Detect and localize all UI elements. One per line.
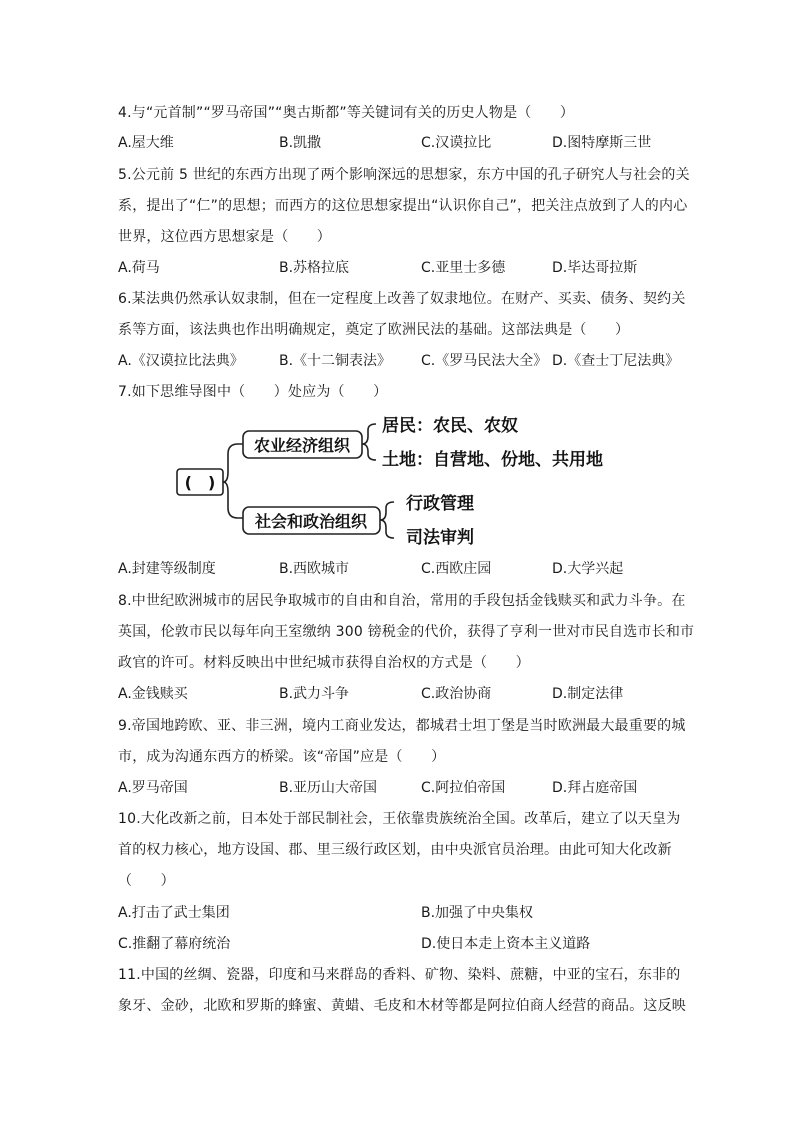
q10-option-a[interactable]: A.打击了武士集团: [118, 905, 230, 921]
question-7-stem: 7.如下思维导图中（ ）处应为（ ）: [118, 384, 388, 400]
q5-option-d[interactable]: D.毕达哥拉斯: [552, 260, 638, 276]
question-5-line-2: 系，提出了“仁”的思想；而西方的这位思想家提出“认识你自己”，把关注点放到了人的内心: [118, 198, 688, 214]
question-10-line-1: 10.大化改新之前，日本处于部民制社会，王依靠贵族统治全国。改革后，建立了以天皇为: [118, 811, 681, 827]
mind-map-root-label: ( ): [184, 473, 216, 492]
q6-option-b[interactable]: B.《十二铜表法》: [279, 353, 392, 369]
question-10-line-3: （ ）: [118, 873, 175, 889]
q9-option-c[interactable]: C.阿拉伯帝国: [421, 780, 506, 796]
q7-option-d[interactable]: D.大学兴起: [552, 561, 624, 577]
q10-option-c[interactable]: C.推翻了幕府统治: [118, 936, 231, 952]
q7-option-b[interactable]: B.西欧城市: [279, 561, 350, 577]
question-10-line-2: 首的权力核心，地方设国、郡、里三级行政区划，由中央派官员治理。由此可知大化改新: [118, 842, 672, 858]
q4-option-c[interactable]: C.汉谟拉比: [421, 135, 492, 151]
q5-option-b[interactable]: B.苏格拉底: [279, 260, 350, 276]
mind-map-branch-agriculture-label: 农业经济组织: [253, 436, 351, 455]
question-11-line-2: 象牙、金砂，北欧和罗斯的蜂蜜、黄蜡、毛皮和木材等都是阿拉伯商人经营的商品。这反映: [118, 998, 686, 1014]
q5-option-a[interactable]: A.荷马: [118, 260, 160, 276]
mind-map-diagram: [170, 408, 630, 548]
question-8-line-2: 英国，伦敦市民以每年向王室缴纳 300 镑税金的代价，获得了亨利一世对市民自选市长和市: [118, 624, 695, 640]
q4-option-b[interactable]: B.凯撒: [279, 135, 322, 151]
q6-option-a[interactable]: A.《汉谟拉比法典》: [118, 353, 244, 369]
q8-option-c[interactable]: C.政治协商: [421, 686, 492, 702]
mind-map-connector-lower: [223, 482, 243, 518]
question-8-line-1: 8.中世纪欧洲城市的居民争取城市的自由和自治，常用的手段包括金钱赎买和武力斗争。在: [118, 593, 686, 609]
q8-option-b[interactable]: B.武力斗争: [279, 686, 350, 702]
mind-map-leaf-judiciary: 司法审判: [406, 528, 474, 548]
q7-option-a[interactable]: A.封建等级制度: [118, 561, 216, 577]
q4-option-d[interactable]: D.图特摩斯三世: [552, 135, 652, 151]
q7-option-c[interactable]: C.西欧庄园: [421, 561, 492, 577]
q4-option-a[interactable]: A.屋大维: [118, 135, 174, 151]
q9-option-b[interactable]: B.亚历山大帝国: [279, 780, 378, 796]
q8-option-a[interactable]: A.金钱赎买: [118, 686, 188, 702]
q5-option-c[interactable]: C.亚里士多德: [421, 260, 506, 276]
mind-map-leaf-land: 土地：自营地、份地、共用地: [382, 450, 603, 470]
question-8-line-3: 政官的许可。材料反映出中世纪城市获得自治权的方式是（ ）: [118, 655, 530, 671]
q9-option-a[interactable]: A.罗马帝国: [118, 780, 188, 796]
q6-option-c[interactable]: C.《罗马民法大全》: [421, 353, 548, 369]
question-6-line-2: 系等方面，该法典也作出明确规定，奠定了欧洲民法的基础。这部法典是（ ）: [118, 322, 630, 338]
q10-option-b[interactable]: B.加强了中央集权: [421, 905, 534, 921]
question-5-line-1: 5.公元前 5 世纪的东西方出现了两个影响深远的思想家，东方中国的孔子研究人与社会的关: [118, 167, 690, 183]
mind-map-leaf-residents: 居民：农民、农奴: [382, 416, 518, 436]
question-11-line-1: 11.中国的丝绸、瓷器，印度和马来群岛的香料、矿物、染料、蔗糖，中亚的宝石，东非的: [118, 967, 681, 983]
mind-map-sub-connector-3: [380, 502, 394, 520]
mind-map-leaf-administration: 行政管理: [406, 494, 474, 514]
question-4-stem: 4.与“元首制”“罗马帝国”“奥古斯都”等关键词有关的历史人物是（ ）: [118, 105, 575, 121]
question-5-line-3: 世界，这位西方思想家是（ ）: [118, 229, 331, 245]
q9-option-d[interactable]: D.拜占庭帝国: [552, 780, 638, 796]
question-6-line-1: 6.某法典仍然承认奴隶制，但在一定程度上改善了奴隶地位。在财产、买卖、债务、契约关: [118, 291, 686, 307]
mind-map-sub-connector-2: [362, 444, 376, 460]
mind-map-sub-connector-1: [362, 424, 376, 444]
mind-map-connector-upper: [223, 444, 243, 482]
q6-option-d[interactable]: D.《查士丁尼法典》: [552, 353, 680, 369]
question-9-line-1: 9.帝国地跨欧、亚、非三洲，境内工商业发达，都城君士坦丁堡是当时欧洲最大最重要的城: [118, 718, 686, 734]
question-9-line-2: 市，成为沟通东西方的桥梁。该“帝国”应是（ ）: [118, 749, 446, 765]
q8-option-d[interactable]: D.制定法律: [552, 686, 624, 702]
mind-map-branch-society-label: 社会和政治组织: [254, 512, 368, 531]
mind-map-sub-connector-4: [380, 520, 394, 538]
q10-option-d[interactable]: D.使日本走上资本主义道路: [421, 936, 591, 952]
